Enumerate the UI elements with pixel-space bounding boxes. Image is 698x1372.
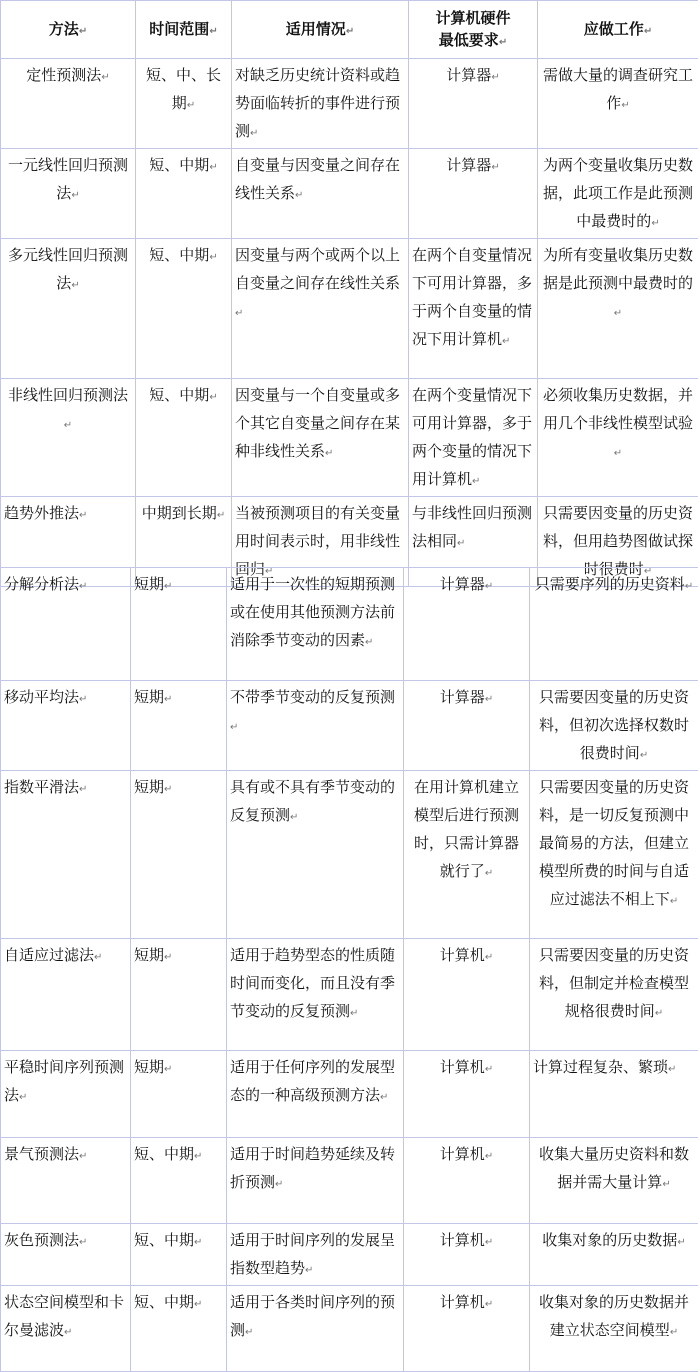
work-cell: 必须收集历史数据，并用几个非线性模型试验 ↵ <box>538 379 698 497</box>
method-cell: 灰色预测法 ↵ <box>1 1224 131 1286</box>
hardware-cell: 计算机 ↵ <box>404 1224 530 1286</box>
table-row <box>1 939 698 1051</box>
hardware-cell: 计算机 ↵ <box>404 1286 530 1372</box>
hardware-cell: 在两个变量情况下可用计算器，多于两个变量的情况下用计算机 ↵ <box>409 379 538 497</box>
work-cell: 只需要序列的历史资料 ↵ <box>530 568 698 681</box>
situation-cell: 当被预测项目的有关变量用时间表示时，用非线性回归 ↵ <box>232 497 409 587</box>
header-row <box>1 1 698 59</box>
table-row <box>1 681 698 771</box>
range-cell: 短期 ↵ <box>131 681 227 771</box>
table-row <box>1 1138 698 1224</box>
hardware-cell: 计算机 ↵ <box>404 939 530 1051</box>
work-cell: 只需要因变量的历史资料，是一切反复预测中最简易的方法，但建立模型所费的时间与自适应过滤法不相上下 ↵ <box>530 771 698 939</box>
method-cell: 景气预测法 ↵ <box>1 1138 131 1224</box>
method-cell: 指数平滑法 ↵ <box>1 771 131 939</box>
work-cell: 为两个变量收集历史数据，此项工作是此预测中最费时的 ↵ <box>538 149 698 239</box>
hardware-cell: 计算器 ↵ <box>404 681 530 771</box>
header-situation: 适用情况 ↵ <box>232 1 409 59</box>
situation-cell: 不带季节变动的反复预测 ↵ <box>227 681 404 771</box>
table-row <box>1 568 698 681</box>
range-cell: 短、中期 ↵ <box>136 239 232 379</box>
work-cell: 需做大量的调查研究工作 ↵ <box>538 59 698 149</box>
range-cell: 短、中期 ↵ <box>131 1224 227 1286</box>
situation-cell: 因变量与一个自变量或多个其它自变量之间存在某种非线性关系 ↵ <box>232 379 409 497</box>
hardware-cell: 在用计算机建立模型后进行预测时，只需计算器就行了 ↵ <box>404 771 530 939</box>
method-cell: 一元线性回归预测法 ↵ <box>1 149 136 239</box>
table-row <box>1 379 698 497</box>
header-hardware: 计算机硬件 最低要求 ↵ <box>409 1 538 59</box>
table-row <box>1 1224 698 1286</box>
work-cell: 为所有变量收集历史数据是此预测中最费时的 ↵ <box>538 239 698 379</box>
hardware-cell: 计算机 ↵ <box>404 1138 530 1224</box>
work-cell: 收集对象的历史数据并建立状态空间模型 ↵ <box>530 1286 698 1372</box>
work-cell: 计算过程复杂、繁琐 ↵ <box>530 1051 698 1138</box>
hardware-cell: 在两个自变量情况下可用计算器，多于两个自变量的情况下用计算机 ↵ <box>409 239 538 379</box>
table-row <box>1 1286 698 1372</box>
table-row <box>1 771 698 939</box>
situation-cell: 自变量与因变量之间存在线性关系 ↵ <box>232 149 409 239</box>
situation-cell: 适用于时间序列的发展呈指数型趋势 ↵ <box>227 1224 404 1286</box>
methods-table-top <box>0 0 698 587</box>
hardware-cell: 与非线性回归预测法相同 ↵ <box>409 497 538 587</box>
work-cell: 收集大量历史资料和数据并需大量计算 ↵ <box>530 1138 698 1224</box>
hardware-cell: 计算器 ↵ <box>409 149 538 239</box>
method-cell: 平稳时间序列预测法 ↵ <box>1 1051 131 1138</box>
situation-cell: 适用于一次性的短期预测或在使用其他预测方法前消除季节变动的因素 ↵ <box>227 568 404 681</box>
method-cell: 定性预测法 ↵ <box>1 59 136 149</box>
methods-table-bottom <box>0 567 698 1372</box>
method-cell: 分解分析法 ↵ <box>1 568 131 681</box>
table-row <box>1 239 698 379</box>
method-cell: 状态空间模型和卡尔曼滤波 ↵ <box>1 1286 131 1372</box>
range-cell: 中期到长期 ↵ <box>136 497 232 587</box>
work-cell: 收集对象的历史数据 ↵ <box>530 1224 698 1286</box>
range-cell: 短、中期 ↵ <box>136 379 232 497</box>
method-cell: 非线性回归预测法 ↵ <box>1 379 136 497</box>
situation-cell: 对缺乏历史统计资料或趋势面临转折的事件进行预测 ↵ <box>232 59 409 149</box>
situation-cell: 适用于各类时间序列的预测 ↵ <box>227 1286 404 1372</box>
range-cell: 短期 ↵ <box>131 939 227 1051</box>
situation-cell: 具有或不具有季节变动的反复预测 ↵ <box>227 771 404 939</box>
range-cell: 短、中期 ↵ <box>136 149 232 239</box>
header-work: 应做工作 ↵ <box>538 1 698 59</box>
hardware-cell: 计算器 ↵ <box>409 59 538 149</box>
header-method: 方法 ↵ <box>1 1 136 59</box>
situation-cell: 适用于任何序列的发展型态的一种高级预测方法 ↵ <box>227 1051 404 1138</box>
range-cell: 短、中期 ↵ <box>131 1138 227 1224</box>
range-cell: 短期 ↵ <box>131 568 227 681</box>
table-row <box>1 149 698 239</box>
method-cell: 自适应过滤法 ↵ <box>1 939 131 1051</box>
method-cell: 多元线性回归预测法 ↵ <box>1 239 136 379</box>
situation-cell: 因变量与两个或两个以上自变量之间存在线性关系 ↵ <box>232 239 409 379</box>
range-cell: 短、中、长期 ↵ <box>136 59 232 149</box>
work-cell: 只需要因变量的历史资料，但制定并检查模型规格很费时间 ↵ <box>530 939 698 1051</box>
work-cell: 只需要因变量的历史资料，但用趋势图做试探时很费时 ↵ <box>538 497 698 587</box>
range-cell: 短、中期 ↵ <box>131 1286 227 1372</box>
method-cell: 趋势外推法 ↵ <box>1 497 136 587</box>
hardware-cell: 计算器 ↵ <box>404 568 530 681</box>
header-range: 时间范围 ↵ <box>136 1 232 59</box>
range-cell: 短期 ↵ <box>131 1051 227 1138</box>
table-row <box>1 1051 698 1138</box>
hardware-cell: 计算机 ↵ <box>404 1051 530 1138</box>
table-row <box>1 59 698 149</box>
situation-cell: 适用于趋势型态的性质随时间而变化，而且没有季节变动的反复预测 ↵ <box>227 939 404 1051</box>
situation-cell: 适用于时间趋势延续及转折预测 ↵ <box>227 1138 404 1224</box>
range-cell: 短期 ↵ <box>131 771 227 939</box>
method-cell: 移动平均法 ↵ <box>1 681 131 771</box>
work-cell: 只需要因变量的历史资料，但初次选择权数时很费时间 ↵ <box>530 681 698 771</box>
